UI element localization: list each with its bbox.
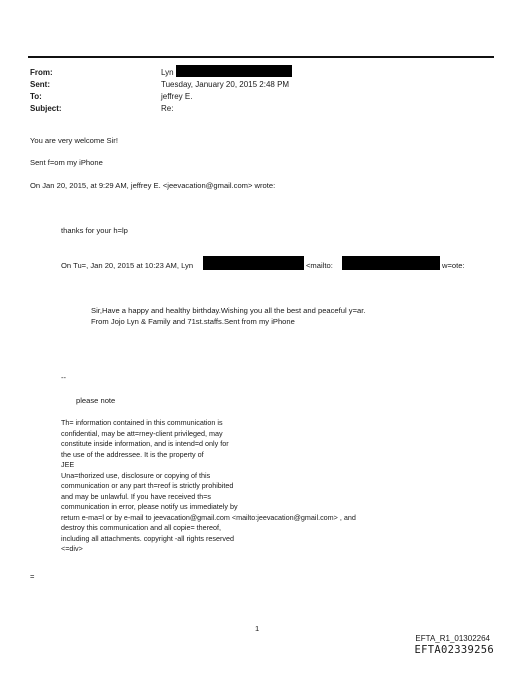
- subject-value: Re:: [161, 104, 174, 113]
- redaction-box: [176, 65, 292, 77]
- disclaimer-line: including all attachments. copyright -all rights reserved: [61, 533, 234, 543]
- redaction-box: [342, 256, 440, 270]
- to-value: jeffrey E.: [161, 92, 193, 101]
- please-note-line: please note: [76, 396, 116, 405]
- from-value: Lyn: [161, 68, 174, 77]
- disclaimer-line: JEE: [61, 460, 75, 469]
- disclaimer-line: the use of the addressee. It is the property of: [61, 449, 204, 459]
- subject-label: Subject:: [30, 104, 62, 113]
- disclaimer-line: confidential, may be att=rney-client privileged, may: [61, 428, 223, 438]
- reply-line: You are very welcome Sir!: [30, 136, 118, 145]
- signature-dashes: --: [61, 373, 67, 382]
- header-rule: [28, 56, 494, 58]
- trailing-equals: =: [30, 572, 35, 581]
- quoted-header-start: On Tu=, Jan 20, 2015 at 10:23 AM, Lyn: [61, 261, 194, 270]
- to-label: To:: [30, 92, 42, 101]
- sent-value: Tuesday, January 20, 2015 2:48 PM: [161, 80, 290, 89]
- bates-number-2: EFTA02339256: [414, 644, 494, 656]
- birthday-message-line1: Sir,Have a happy and healthy birthday.Wishing you all the best and peaceful y=ar.: [91, 306, 366, 315]
- bates-number-1: EFTA_R1_01302264: [415, 634, 490, 643]
- disclaimer-line: constitute inside information, and is intend=d only for: [61, 439, 229, 448]
- sent-label: Sent:: [30, 80, 50, 89]
- disclaimer-line: communication in error, please notify us immediately by: [61, 502, 238, 511]
- quote-header-line: On Jan 20, 2015, at 9:29 AM, jeffrey E. <jeevacation@gmail.com> wrote:: [30, 181, 276, 190]
- disclaimer-block: [61, 418, 356, 555]
- quoted-thanks-line: thanks for your h=lp: [61, 226, 128, 235]
- from-label: From:: [30, 68, 53, 77]
- disclaimer-line: return e-ma=l or by e-mail to jeevacation@gmail.com <mailto:jeevacation@gmail.com> , and: [61, 512, 356, 522]
- disclaimer-line: destroy this communication and all copie= thereof,: [61, 523, 222, 532]
- redaction-box: [203, 256, 304, 270]
- disclaimer-line: communication or any part th=reof is strictly prohibited: [61, 481, 234, 490]
- page-number: 1: [255, 624, 260, 633]
- quoted-header-end: w=ote:: [442, 261, 465, 270]
- disclaimer-line: Th= information contained in this communication is: [61, 418, 223, 427]
- disclaimer-line: <=div>: [61, 544, 83, 553]
- disclaimer-line: and may be unlawful. If you have received th=s: [61, 491, 212, 501]
- disclaimer-line: Una=thorized use, disclosure or copying of this: [61, 470, 211, 480]
- sent-from-line: Sent f=om my iPhone: [30, 158, 103, 167]
- birthday-message-line2: From Jojo Lyn & Family and 71st.staffs.Sent from my iPhone: [91, 317, 295, 326]
- quoted-header-mailto: <mailto:: [306, 261, 333, 270]
